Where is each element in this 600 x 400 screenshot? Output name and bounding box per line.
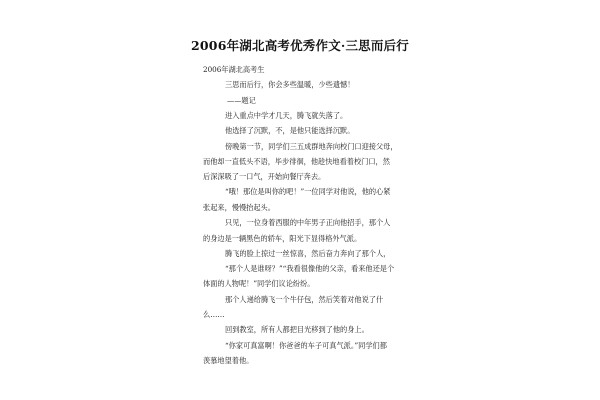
paragraph-line: 那个人递给腾飞一个牛仔包，然后笑着对他说了什: [225, 295, 384, 304]
epigraph-attribution: ——题记: [227, 96, 256, 105]
paragraph-line: 傍晚第一节，同学们三五成群地奔向校门口迎接父母，: [225, 142, 398, 151]
author-line: 2006年湖北高考生: [203, 65, 265, 74]
paragraph-line: 回到教室，所有人都把目光移到了他的身上。: [225, 325, 369, 334]
paragraph-line: 张起来，慢慢抬起头。: [203, 203, 275, 212]
epigraph: 三思而后行，你会多些温暖，少些遗憾！: [225, 80, 355, 89]
paragraph-line: 么……: [203, 310, 225, 319]
paragraph-line: 羡慕地望着他。: [203, 356, 254, 365]
paragraph-line: 进入重点中学才几天，腾飞就失落了。: [225, 111, 348, 120]
paragraph-line: 而他却一直低头不语，毕步徘徊，他趁快地看着校门口，然: [203, 157, 390, 166]
paragraph-line: 后深深吸了一口气，开始向餐厅奔去。: [203, 172, 326, 181]
paragraph-line: “哦！那位是叫你的吧！”一位同学对他说，他的心紧: [225, 187, 391, 196]
paragraph-line: “你家可真富啊！你爸爸的车子可真气派。”同学们都: [225, 341, 387, 350]
paragraph-line: 腾飞的脸上掠过一丝惊喜，然后奋力奔向了那个人，: [225, 249, 391, 258]
paragraph-line: 的身边是一辆黑色的轿车，阳光下显得格外气派。: [203, 234, 362, 243]
paragraph-line: 他选择了沉默，不，是他只能选择沉默。: [225, 126, 355, 135]
paragraph-line: “那个人是谁呀？”“我看很像他的父亲，看来他还是个: [225, 264, 395, 273]
document-title: 2006年湖北高考优秀作文·三思而后行: [191, 38, 409, 53]
paragraph-line: 体面的人物呢！”同学们议论纷纷。: [203, 279, 315, 288]
paragraph-line: 只见，一位身着西服的中年男子正向他招手，那个人: [225, 218, 391, 227]
